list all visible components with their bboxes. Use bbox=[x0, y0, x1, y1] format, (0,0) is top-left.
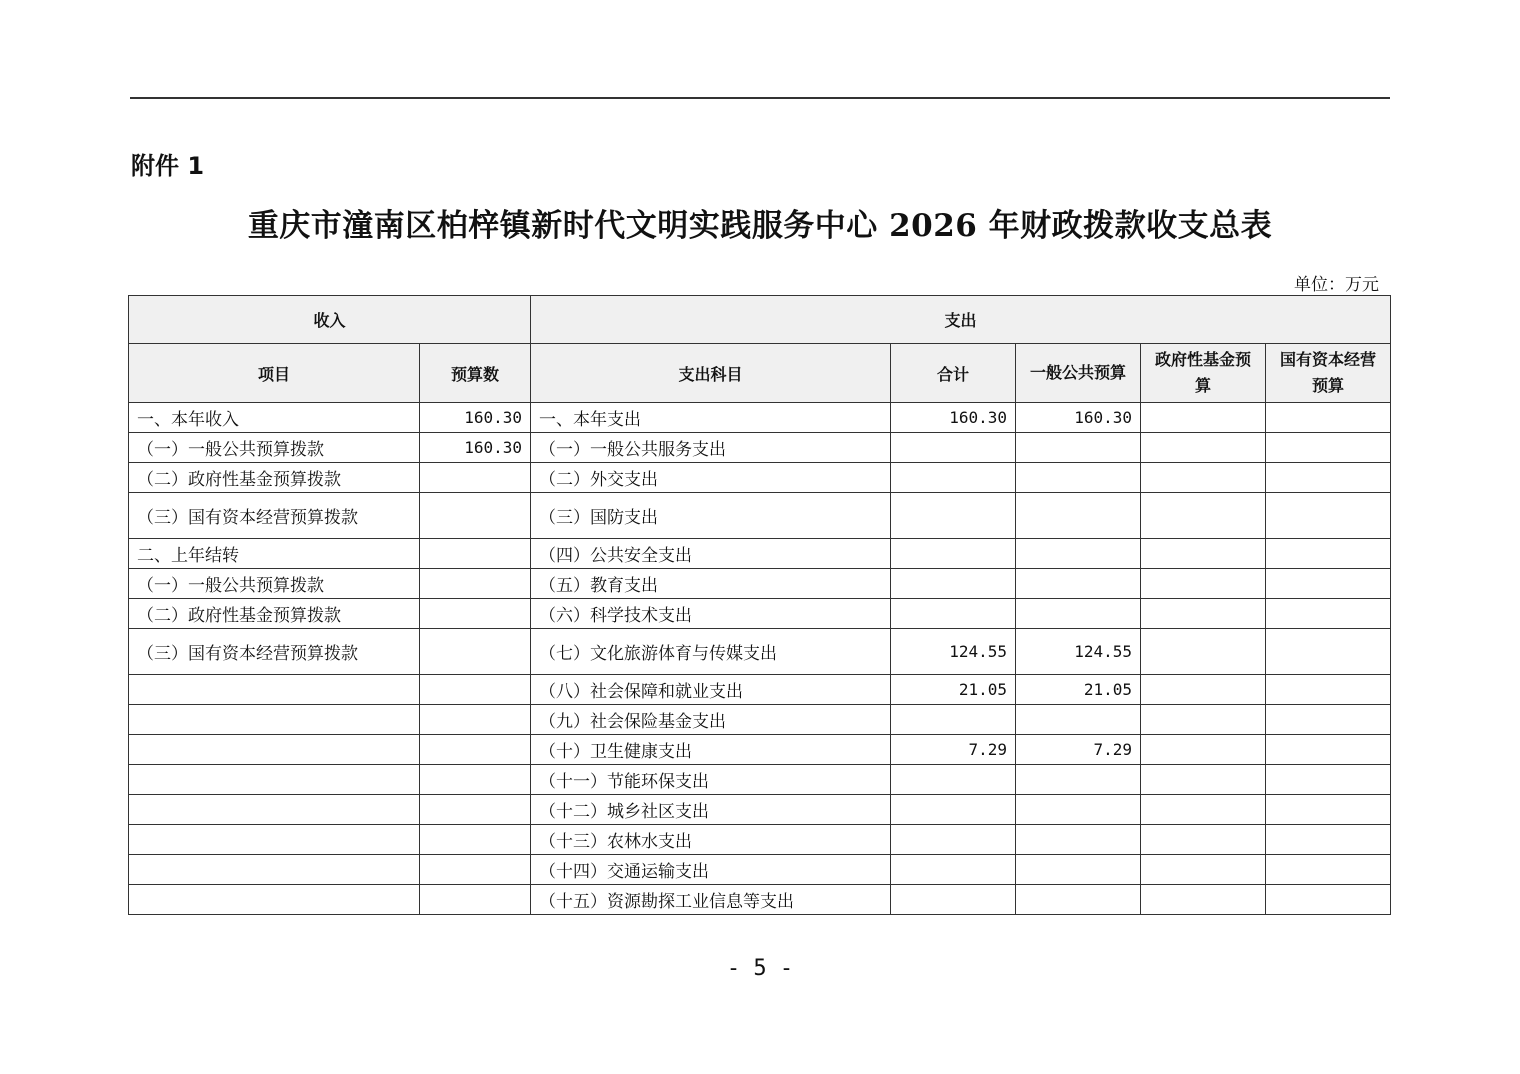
general-budget-cell bbox=[1016, 599, 1141, 629]
total-cell bbox=[891, 463, 1016, 493]
total-cell bbox=[891, 569, 1016, 599]
general-budget-cell bbox=[1016, 433, 1141, 463]
gov-fund-cell bbox=[1141, 855, 1266, 885]
income-item-cell: （一）一般公共预算拨款 bbox=[129, 433, 420, 463]
total-cell bbox=[891, 539, 1016, 569]
income-amount-cell bbox=[420, 599, 531, 629]
gov-fund-cell bbox=[1141, 825, 1266, 855]
income-item-cell bbox=[129, 795, 420, 825]
table-row bbox=[129, 599, 1391, 629]
page-number: - 5 - bbox=[726, 956, 794, 981]
expense-header: 支出 bbox=[531, 296, 1391, 344]
state-capital-cell bbox=[1266, 885, 1391, 915]
total-cell bbox=[891, 855, 1016, 885]
general-budget-cell bbox=[1016, 795, 1141, 825]
general-budget-cell bbox=[1016, 855, 1141, 885]
general-budget-cell bbox=[1016, 885, 1141, 915]
state-capital-cell bbox=[1266, 599, 1391, 629]
attachment-label: 附件 1 bbox=[131, 152, 205, 180]
state-capital-cell bbox=[1266, 463, 1391, 493]
document-title: 重庆市潼南区柏梓镇新时代文明实践服务中心 2026 年财政拨款收支总表 bbox=[247, 208, 1273, 244]
gov-fund-cell bbox=[1141, 795, 1266, 825]
budget-amount-header: 预算数 bbox=[420, 344, 531, 403]
table-row bbox=[129, 403, 1391, 433]
table-row bbox=[129, 795, 1391, 825]
state-capital-cell bbox=[1266, 539, 1391, 569]
income-item-cell: 二、上年结转 bbox=[129, 539, 420, 569]
state-capital-cell bbox=[1266, 855, 1391, 885]
income-amount-cell bbox=[420, 765, 531, 795]
expense-item-cell: （十）卫生健康支出 bbox=[531, 735, 891, 765]
table-row bbox=[129, 735, 1391, 765]
state-capital-cell bbox=[1266, 705, 1391, 735]
general-budget-cell bbox=[1016, 705, 1141, 735]
income-header: 收入 bbox=[129, 296, 531, 344]
total-cell bbox=[891, 885, 1016, 915]
income-amount-cell bbox=[420, 493, 531, 539]
table-row bbox=[129, 705, 1391, 735]
table-row bbox=[129, 493, 1391, 539]
total-cell: 7.29 bbox=[891, 735, 1016, 765]
total-cell: 21.05 bbox=[891, 675, 1016, 705]
income-amount-cell bbox=[420, 629, 531, 675]
gov-fund-cell bbox=[1141, 463, 1266, 493]
expense-item-cell: （十二）城乡社区支出 bbox=[531, 795, 891, 825]
income-amount-cell bbox=[420, 463, 531, 493]
state-capital-cell bbox=[1266, 493, 1391, 539]
total-cell bbox=[891, 765, 1016, 795]
total-cell: 160.30 bbox=[891, 403, 1016, 433]
total-cell bbox=[891, 599, 1016, 629]
item-header: 项目 bbox=[129, 344, 420, 403]
state-capital-budget-header: 国有资本经营预算 bbox=[1266, 344, 1391, 403]
general-budget-cell bbox=[1016, 825, 1141, 855]
total-cell: 124.55 bbox=[891, 629, 1016, 675]
expense-item-cell: （二）外交支出 bbox=[531, 463, 891, 493]
gov-fund-cell bbox=[1141, 735, 1266, 765]
table-row bbox=[129, 569, 1391, 599]
table-row bbox=[129, 765, 1391, 795]
header-rule bbox=[130, 97, 1390, 99]
unit-label: 单位：万元 bbox=[1294, 275, 1379, 295]
table-row bbox=[129, 885, 1391, 915]
budget-table bbox=[128, 295, 1391, 915]
state-capital-cell bbox=[1266, 735, 1391, 765]
expense-item-cell: （十五）资源勘探工业信息等支出 bbox=[531, 885, 891, 915]
general-budget-cell bbox=[1016, 569, 1141, 599]
income-amount-cell bbox=[420, 675, 531, 705]
total-cell bbox=[891, 825, 1016, 855]
income-amount-cell bbox=[420, 855, 531, 885]
state-capital-cell bbox=[1266, 795, 1391, 825]
expense-item-cell: （一）一般公共服务支出 bbox=[531, 433, 891, 463]
income-amount-cell: 160.30 bbox=[420, 403, 531, 433]
general-budget-cell: 21.05 bbox=[1016, 675, 1141, 705]
state-capital-cell bbox=[1266, 403, 1391, 433]
income-item-cell: （三）国有资本经营预算拨款 bbox=[129, 629, 420, 675]
table-row bbox=[129, 855, 1391, 885]
income-amount-cell bbox=[420, 705, 531, 735]
total-cell bbox=[891, 795, 1016, 825]
income-amount-cell bbox=[420, 795, 531, 825]
general-public-budget-header: 一般公共预算 bbox=[1016, 344, 1141, 403]
general-budget-cell: 7.29 bbox=[1016, 735, 1141, 765]
income-amount-cell bbox=[420, 885, 531, 915]
gov-fund-cell bbox=[1141, 629, 1266, 675]
expense-item-cell: （六）科学技术支出 bbox=[531, 599, 891, 629]
table-row bbox=[129, 463, 1391, 493]
income-item-cell: （三）国有资本经营预算拨款 bbox=[129, 493, 420, 539]
income-item-cell: （二）政府性基金预算拨款 bbox=[129, 463, 420, 493]
income-item-cell bbox=[129, 675, 420, 705]
expense-item-cell: （七）文化旅游体育与传媒支出 bbox=[531, 629, 891, 675]
income-item-cell bbox=[129, 855, 420, 885]
general-budget-cell bbox=[1016, 463, 1141, 493]
income-item-cell bbox=[129, 735, 420, 765]
general-budget-cell: 160.30 bbox=[1016, 403, 1141, 433]
gov-fund-cell bbox=[1141, 765, 1266, 795]
gov-fund-cell bbox=[1141, 599, 1266, 629]
total-cell bbox=[891, 433, 1016, 463]
income-item-cell bbox=[129, 705, 420, 735]
expense-item-cell: （八）社会保障和就业支出 bbox=[531, 675, 891, 705]
income-item-cell: 一、本年收入 bbox=[129, 403, 420, 433]
state-capital-cell bbox=[1266, 569, 1391, 599]
table-row bbox=[129, 629, 1391, 675]
gov-fund-cell bbox=[1141, 675, 1266, 705]
gov-fund-cell bbox=[1141, 885, 1266, 915]
gov-fund-cell bbox=[1141, 705, 1266, 735]
expense-item-cell: （五）教育支出 bbox=[531, 569, 891, 599]
expense-item-cell: （十一）节能环保支出 bbox=[531, 765, 891, 795]
income-amount-cell: 160.30 bbox=[420, 433, 531, 463]
income-item-cell bbox=[129, 885, 420, 915]
table-row bbox=[129, 825, 1391, 855]
expense-subject-header: 支出科目 bbox=[531, 344, 891, 403]
expense-item-cell: 一、本年支出 bbox=[531, 403, 891, 433]
expense-item-cell: （十四）交通运输支出 bbox=[531, 855, 891, 885]
table-row bbox=[129, 675, 1391, 705]
expense-item-cell: （三）国防支出 bbox=[531, 493, 891, 539]
gov-fund-cell bbox=[1141, 433, 1266, 463]
income-amount-cell bbox=[420, 735, 531, 765]
gov-fund-cell bbox=[1141, 539, 1266, 569]
expense-item-cell: （十三）农林水支出 bbox=[531, 825, 891, 855]
gov-fund-cell bbox=[1141, 493, 1266, 539]
total-header: 合计 bbox=[891, 344, 1016, 403]
gov-fund-cell bbox=[1141, 569, 1266, 599]
gov-fund-budget-header: 政府性基金预算 bbox=[1141, 344, 1266, 403]
table-row bbox=[129, 539, 1391, 569]
state-capital-cell bbox=[1266, 675, 1391, 705]
general-budget-cell bbox=[1016, 539, 1141, 569]
general-budget-cell bbox=[1016, 493, 1141, 539]
gov-fund-cell bbox=[1141, 403, 1266, 433]
income-amount-cell bbox=[420, 569, 531, 599]
general-budget-cell: 124.55 bbox=[1016, 629, 1141, 675]
income-amount-cell bbox=[420, 539, 531, 569]
income-item-cell bbox=[129, 765, 420, 795]
income-item-cell: （二）政府性基金预算拨款 bbox=[129, 599, 420, 629]
expense-item-cell: （九）社会保险基金支出 bbox=[531, 705, 891, 735]
state-capital-cell bbox=[1266, 433, 1391, 463]
income-item-cell: （一）一般公共预算拨款 bbox=[129, 569, 420, 599]
total-cell bbox=[891, 705, 1016, 735]
income-item-cell bbox=[129, 825, 420, 855]
state-capital-cell bbox=[1266, 825, 1391, 855]
income-amount-cell bbox=[420, 825, 531, 855]
state-capital-cell bbox=[1266, 629, 1391, 675]
expense-item-cell: （四）公共安全支出 bbox=[531, 539, 891, 569]
state-capital-cell bbox=[1266, 765, 1391, 795]
total-cell bbox=[891, 493, 1016, 539]
table-row bbox=[129, 433, 1391, 463]
general-budget-cell bbox=[1016, 765, 1141, 795]
